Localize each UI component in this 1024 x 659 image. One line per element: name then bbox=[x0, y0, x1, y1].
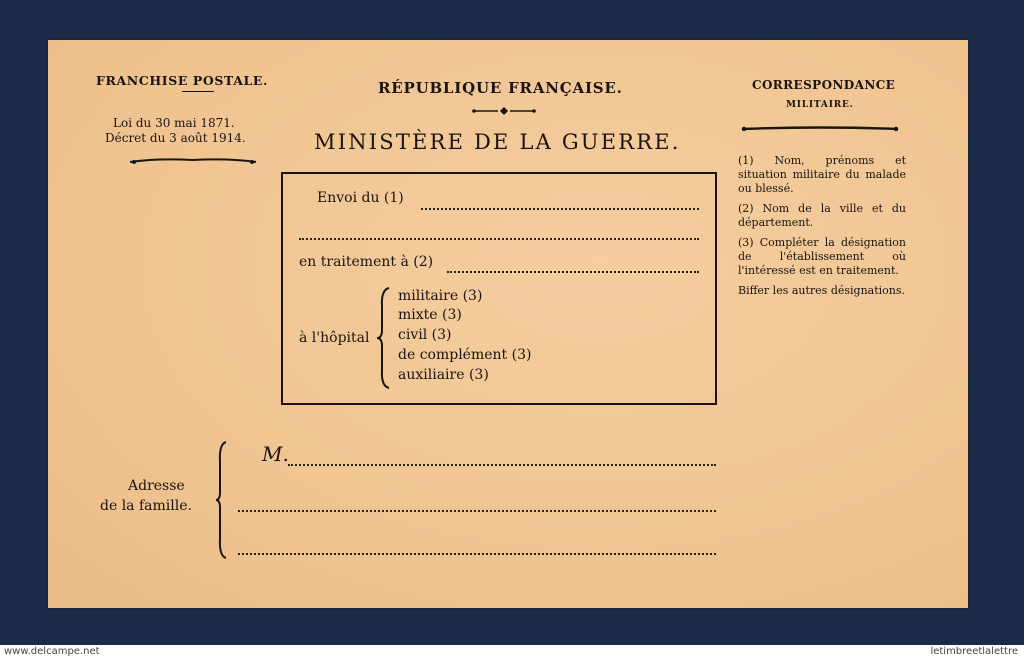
hopital-option-complement[interactable]: de complément (3) bbox=[398, 347, 532, 363]
law-reference-line1: Loi du 30 mai 1871. bbox=[113, 116, 235, 130]
traitement-line[interactable] bbox=[447, 271, 699, 273]
address-label-line1: Adresse bbox=[128, 478, 185, 494]
left-ornament-flourish bbox=[128, 156, 258, 166]
militaire-subtitle: MILITAIRE. bbox=[786, 100, 854, 110]
franchise-postale-title: FRANCHISE POSTALE. bbox=[96, 73, 268, 88]
envoi-label: Envoi du (1) bbox=[317, 190, 404, 206]
address-brace bbox=[214, 440, 230, 560]
traitement-label: en traitement à (2) bbox=[299, 254, 434, 270]
envoi-line[interactable] bbox=[421, 208, 699, 210]
hospital-form-box bbox=[281, 172, 717, 405]
address-line-1[interactable] bbox=[288, 464, 716, 466]
address-line-3[interactable] bbox=[238, 553, 716, 555]
republic-heading: RÉPUBLIQUE FRANÇAISE. bbox=[378, 79, 623, 97]
hopital-brace bbox=[375, 286, 393, 390]
right-ornament-rule bbox=[740, 124, 900, 134]
center-ornament bbox=[472, 106, 536, 116]
correspondance-title: CORRESPONDANCE bbox=[752, 78, 896, 92]
envoi-line-2[interactable] bbox=[299, 238, 699, 240]
hopital-option-mixte[interactable]: mixte (3) bbox=[398, 307, 462, 323]
footer-left-text: www.delcampe.net bbox=[4, 646, 100, 657]
ministry-heading: MINISTÈRE DE LA GUERRE. bbox=[314, 130, 681, 154]
footnotes bbox=[738, 154, 906, 304]
address-salutation: M. bbox=[262, 442, 289, 466]
address-line-2[interactable] bbox=[238, 510, 716, 512]
footnote-4: Biffer les autres désignations. bbox=[738, 284, 906, 297]
footnote-1: (1) Nom, prénoms et situation militaire du malade ou blessé. bbox=[738, 154, 906, 195]
watermark-footer bbox=[0, 645, 1024, 659]
hopital-label: à l'hôpital bbox=[299, 330, 370, 346]
military-postcard bbox=[48, 40, 968, 608]
title-underline bbox=[182, 91, 214, 92]
footnote-2: (2) Nom de la ville et du département. bbox=[738, 202, 906, 229]
hopital-option-auxiliaire[interactable]: auxiliaire (3) bbox=[398, 367, 489, 383]
footnote-3: (3) Compléter la désignation de l'établissement où l'intéressé est en traitement. bbox=[738, 236, 906, 277]
address-label-line2: de la famille. bbox=[100, 498, 192, 514]
hopital-option-militaire[interactable]: militaire (3) bbox=[398, 288, 483, 304]
law-reference-line2: Décret du 3 août 1914. bbox=[105, 131, 246, 145]
hopital-option-civil[interactable]: civil (3) bbox=[398, 327, 452, 343]
footer-right-text: letimbreetlalettre bbox=[930, 646, 1018, 657]
